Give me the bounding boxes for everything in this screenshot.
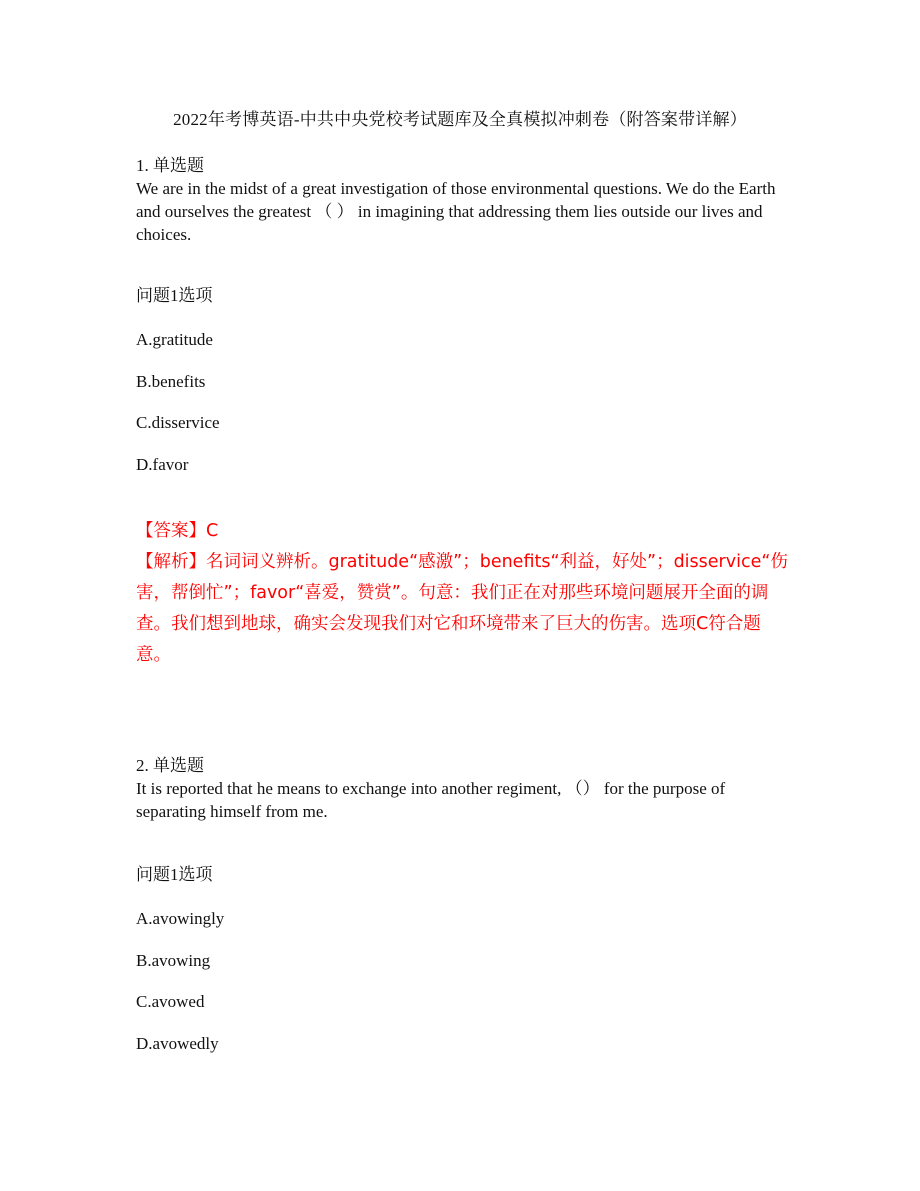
question-2 bbox=[136, 754, 796, 823]
question-text: It is reported that he means to exchange into another regiment, （） for the purpose of separating himself from me. bbox=[136, 779, 726, 821]
option-c: C.disservice bbox=[136, 413, 220, 432]
page-title: 2022年考博英语-中共中央党校考试题库及全真模拟冲刺卷（附答案带详解） bbox=[173, 110, 747, 129]
explanation: 【解析】名词词义辨析。gratitude“感激”；benefits“利益，好处”；disservice“伤害，帮倒忙”；favor“喜爱，赞赏”。句意：我们正在对那些环境问题展开全面的调查。我们想到地球，确实会发现我们对它和环境带来了巨大的伤害。选项C符合题意。 bbox=[136, 552, 788, 665]
options-label: 问题1选项 bbox=[136, 865, 213, 884]
answer: 【答案】C bbox=[136, 521, 219, 541]
question-number: 1. 单选题 bbox=[136, 156, 204, 175]
option-a: A.avowingly bbox=[136, 909, 225, 928]
option-a: A.gratitude bbox=[136, 330, 213, 349]
option-b: B.benefits bbox=[136, 372, 206, 391]
option-c: C.avowed bbox=[136, 992, 205, 1011]
option-d: D.favor bbox=[136, 455, 189, 474]
answer-block bbox=[136, 516, 791, 671]
question-text: We are in the midst of a great investigation of those environmental questions. We do the Earth and ourselves the greatest （ ） in imagining that addressing them lies outside our lives and choices. bbox=[136, 179, 776, 244]
options-label: 问题1选项 bbox=[136, 286, 213, 305]
question-1 bbox=[136, 154, 796, 246]
option-b: B.avowing bbox=[136, 951, 211, 970]
option-d: D.avowedly bbox=[136, 1034, 219, 1053]
question-number: 2. 单选题 bbox=[136, 756, 204, 775]
